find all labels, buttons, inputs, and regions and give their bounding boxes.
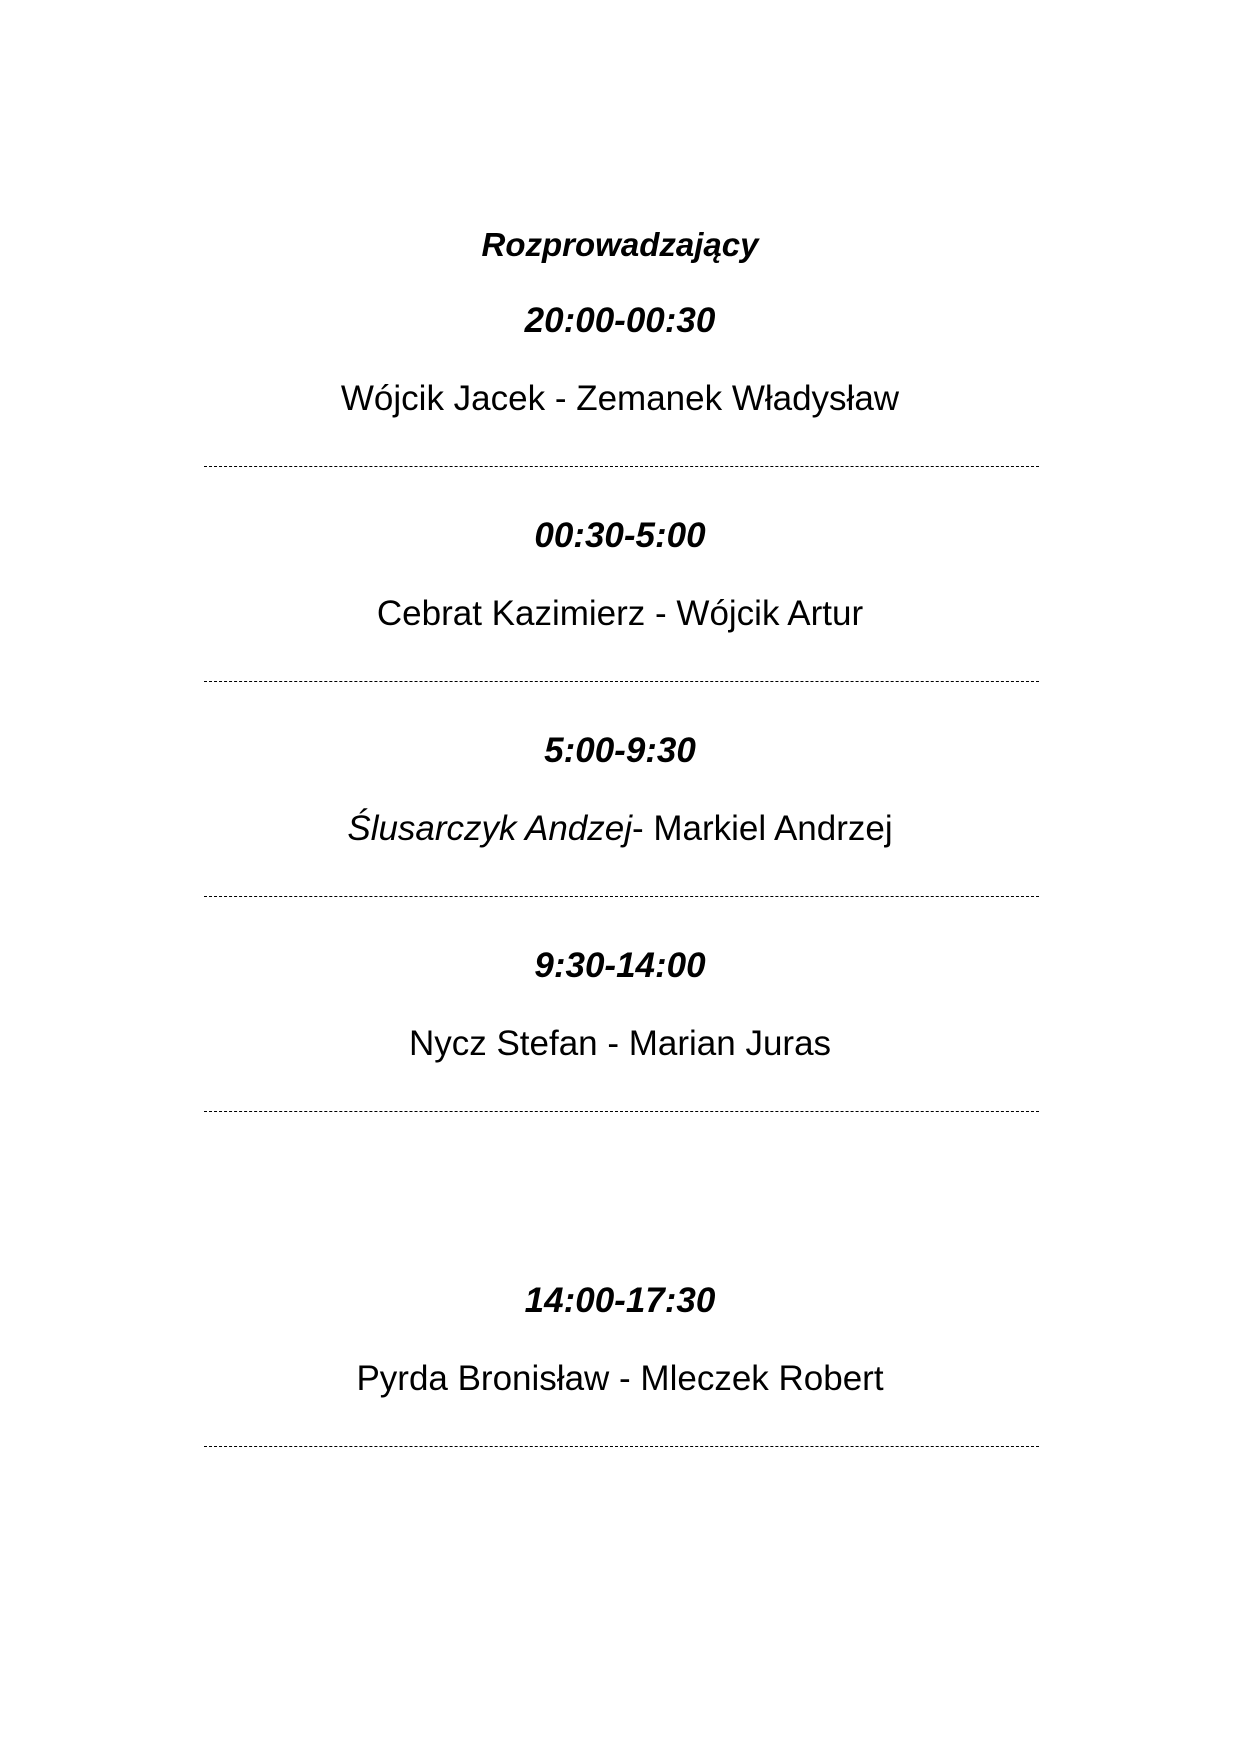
- divider: [204, 896, 1039, 897]
- divider: [204, 681, 1039, 682]
- divider: [204, 466, 1039, 467]
- document-title: Rozprowadzający: [481, 226, 759, 263]
- shift-names: [0, 811, 1240, 846]
- shift-time: 20:00-00:30: [524, 301, 716, 340]
- shift-names-italic: Ślusarczyk Andzej: [347, 809, 632, 848]
- shift-names: Pyrda Bronisław - Mleczek Robert: [356, 1359, 884, 1398]
- shift-time: 14:00-17:30: [524, 1281, 716, 1320]
- shift-names: Wójcik Jacek - Zemanek Władysław: [340, 379, 900, 418]
- shift-time: 5:00-9:30: [544, 731, 696, 770]
- shift-names-rest: - Markiel Andrzej: [632, 809, 893, 848]
- divider: [204, 1111, 1039, 1112]
- shift-time: 00:30-5:00: [534, 516, 706, 555]
- shift-names: Cebrat Kazimierz - Wójcik Artur: [376, 594, 864, 633]
- shift-names: Nycz Stefan - Marian Juras: [408, 1024, 832, 1063]
- shift-time: 9:30-14:00: [534, 946, 706, 985]
- divider: [204, 1446, 1039, 1447]
